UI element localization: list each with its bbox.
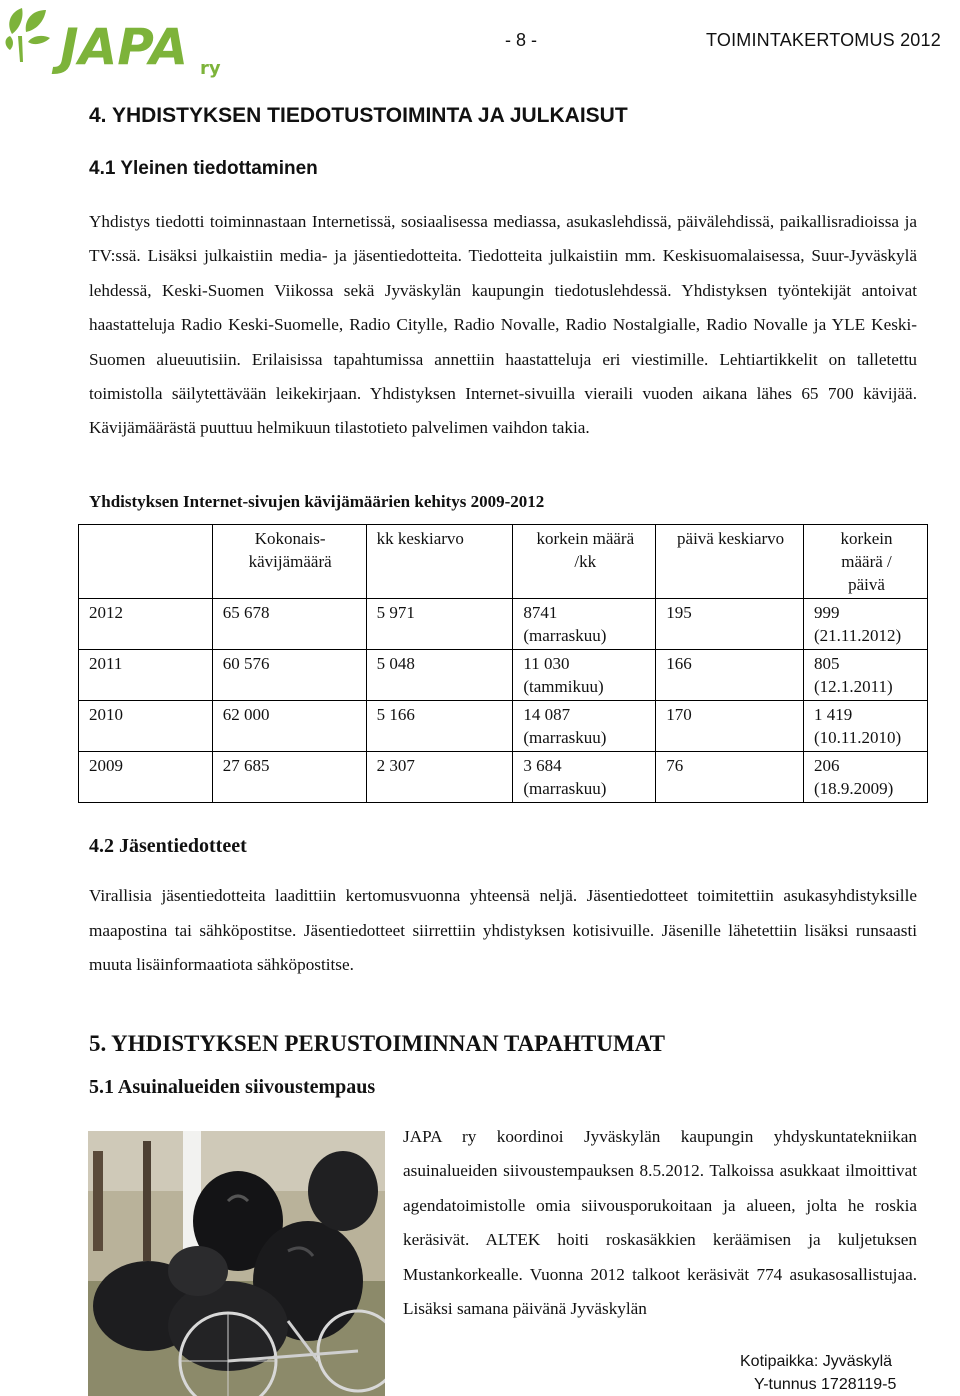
table-cell: 11 030 (tammikuu) <box>513 650 656 701</box>
table-row <box>79 650 928 701</box>
header-cell: kk keskiarvo <box>366 525 513 599</box>
table-caption: Yhdistyksen Internet-sivujen kävijämäärien kehitys 2009-2012 <box>89 492 545 511</box>
section-4-heading: 4. YHDISTYKSEN TIEDOTUSTOIMINTA JA JULKAISUT <box>89 104 628 127</box>
japa-logo <box>4 2 234 82</box>
table-row <box>79 701 928 752</box>
table-cell: 206 (18.9.2009) <box>804 752 928 803</box>
table-cell: 2012 <box>79 599 213 650</box>
table-row <box>79 599 928 650</box>
page-number: - 8 - <box>505 30 538 50</box>
table-cell: 5 048 <box>366 650 513 701</box>
table-cell: 65 678 <box>212 599 366 650</box>
table-cell: 2 307 <box>366 752 513 803</box>
header-cell: korkein määrä /kk <box>513 525 656 599</box>
header-cell: Kokonais- kävijämäärä <box>212 525 366 599</box>
table-cell: 1 419 (10.11.2010) <box>804 701 928 752</box>
visitor-stats-table <box>78 524 928 803</box>
section-5-1-text: JAPA ry koordinoi Jyväskylän kaupungin yhdyskuntatekniikan asuinalueiden siivoustempauksen 8.5.2012. Talkoissa asukkaat ilmoittivat agendatoimistolle omia siivousporukoitaan ja alueen, jolta he roskia keräsivät. ALTEK hoiti roskasäkkien keräämisen ja kuljetuksen Mustankorkealle. Vuonna 2012 talkoot keräsivät 774 asukasosallistujaa. Lisäksi samana päivänä Jyväskylän <box>403 1127 917 1319</box>
table-header-row <box>79 525 928 599</box>
section-4-2-heading: 4.2 Jäsentiedotteet <box>89 835 247 857</box>
logo-text: JAPA <box>60 18 189 76</box>
section-5-heading: 5. YHDISTYKSEN PERUSTOIMINNAN TAPAHTUMAT <box>89 1031 665 1056</box>
table-cell: 76 <box>656 752 804 803</box>
table-cell: 999 (21.11.2012) <box>804 599 928 650</box>
table-cell: 5 971 <box>366 599 513 650</box>
header-cell: korkein määrä / päivä <box>804 525 928 599</box>
table-cell: 195 <box>656 599 804 650</box>
logo-suffix: ry <box>200 58 221 79</box>
document-title: TOIMINTAKERTOMUS 2012 <box>706 30 941 50</box>
table-cell: 170 <box>656 701 804 752</box>
header-cell: päivä keskiarvo <box>656 525 804 599</box>
table-cell: 62 000 <box>212 701 366 752</box>
table-cell: 2009 <box>79 752 213 803</box>
table-cell: 8741 (marraskuu) <box>513 599 656 650</box>
table-cell: 805 (12.1.2011) <box>804 650 928 701</box>
table-cell: 5 166 <box>366 701 513 752</box>
table-cell: 2010 <box>79 701 213 752</box>
table-row <box>79 752 928 803</box>
header-cell <box>79 525 213 599</box>
table-cell: 27 685 <box>212 752 366 803</box>
footer-location: Kotipaikka: Jyväskylä <box>740 1353 893 1370</box>
section-4-1-heading: 4.1 Yleinen tiedottaminen <box>89 158 318 179</box>
garbage-bags-photo <box>88 1131 385 1396</box>
table-cell: 14 087 (marraskuu) <box>513 701 656 752</box>
table-cell: 166 <box>656 650 804 701</box>
section-5-1-heading: 5.1 Asuinalueiden siivoustempaus <box>89 1076 376 1098</box>
table-cell: 3 684 (marraskuu) <box>513 752 656 803</box>
footer-business-id: Y-tunnus 1728119-5 <box>754 1376 897 1393</box>
table-cell: 60 576 <box>212 650 366 701</box>
table-cell: 2011 <box>79 650 213 701</box>
section-4-2-text: Virallisia jäsentiedotteita laadittiin kertomusvuonna yhteensä neljä. Jäsentiedotteet toimitettiin asukasyhdistyksille maapostina tai sähköpostitse. Jäsentiedotteet siirrettiin yhdistyksen kotisivuille. Jäsenille lähetettiin lisäksi runsaasti muuta lisäinformaatiota sähköpostitse. <box>89 886 917 975</box>
section-4-1-text: Yhdistys tiedotti toiminnastaan Internetissä, sosiaalisessa mediassa, asukaslehdissä, päivälehdissä, paikallisradioissa ja TV:ssä. Lisäksi julkaistiin media- ja jäsentiedotteita. Tiedotteita julkaistiin mm. Keskisuomalaisessa, Suur-Jyväskylä lehdessä, Keski-Suomen Viikossa sekä Jyväskylän kaupungin tiedotuslehdessä. Yhdistyksen työntekijät antoivat haastatteluja Radio Keski-Suomelle, Radio Citylle, Radio Novalle, Radio Nostalgialle, Radio Novalle ja YLE Keski-Suomen alueuutisiin. Erilaisissa tapahtumissa annettiin haastatteluja eri viestimille. Lehtiartikkelit on talletettu toimistolla säilytettävään leikekirjaan. Yhdistyksen Internet-sivuilla vieraili vuoden aikana lähes 65 700 kävijää. Kävijämäärästä puuttuu helmikuun tilastotieto palvelimen vaihdon takia. <box>89 212 917 438</box>
